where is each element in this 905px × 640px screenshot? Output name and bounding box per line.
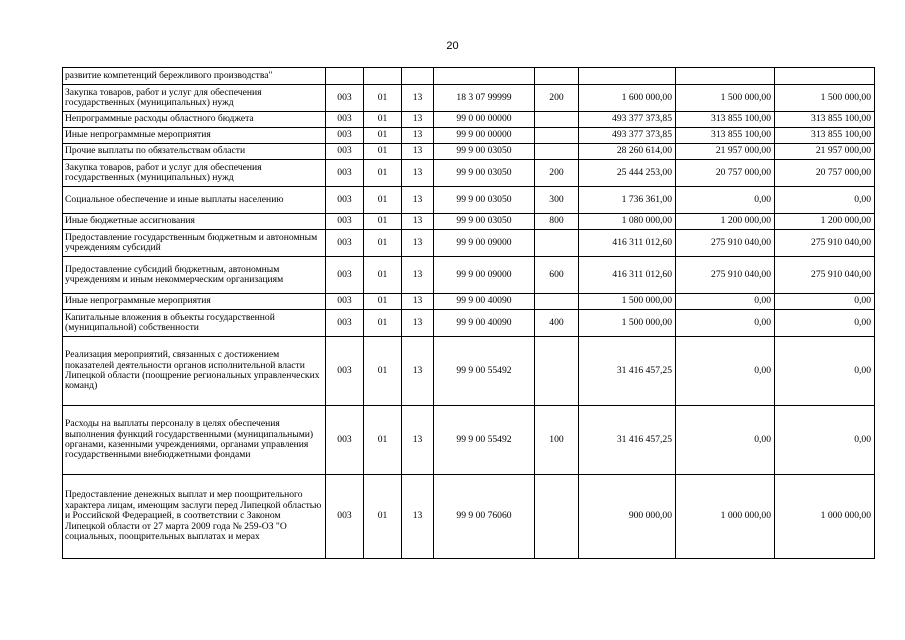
amount-year-1: 1 080 000,00 (579, 214, 676, 230)
table-row (63, 160, 875, 187)
subsection-code: 13 (402, 144, 434, 160)
table-row (63, 230, 875, 257)
target-article-code: 99 9 00 55492 (434, 337, 535, 406)
admin-code: 003 (326, 294, 364, 310)
amount-year-2: 0,00 (676, 187, 775, 214)
table-row (63, 406, 875, 475)
section-code (364, 68, 402, 85)
admin-code: 003 (326, 160, 364, 187)
amount-year-1: 416 311 012,60 (579, 230, 676, 257)
amount-year-3: 275 910 040,00 (775, 257, 875, 294)
row-name: Иные бюджетные ассигнования (63, 214, 326, 230)
admin-code: 003 (326, 85, 364, 112)
admin-code: 003 (326, 144, 364, 160)
expense-type-code: 200 (535, 160, 579, 187)
target-article-code: 99 9 00 09000 (434, 257, 535, 294)
subsection-code: 13 (402, 310, 434, 337)
row-name: Прочие выплаты по обязательствам области (63, 144, 326, 160)
subsection-code: 13 (402, 406, 434, 475)
amount-year-3: 0,00 (775, 294, 875, 310)
section-code: 01 (364, 475, 402, 559)
amount-year-3: 0,00 (775, 187, 875, 214)
section-code: 01 (364, 187, 402, 214)
expense-type-code: 400 (535, 310, 579, 337)
amount-year-1: 1 600 000,00 (579, 85, 676, 112)
row-name: Капитальные вложения в объекты государственной (муниципальной) собственности (63, 310, 326, 337)
amount-year-2 (676, 68, 775, 85)
amount-year-1: 416 311 012,60 (579, 257, 676, 294)
target-article-code: 99 9 00 03050 (434, 187, 535, 214)
amount-year-1 (579, 68, 676, 85)
amount-year-2: 20 757 000,00 (676, 160, 775, 187)
amount-year-1: 493 377 373,85 (579, 128, 676, 144)
row-name: Предоставление государственным бюджетным и автономным учреждениям субсидий (63, 230, 326, 257)
target-article-code: 99 0 00 00000 (434, 112, 535, 128)
amount-year-3 (775, 68, 875, 85)
target-article-code (434, 68, 535, 85)
amount-year-3: 0,00 (775, 337, 875, 406)
amount-year-3: 20 757 000,00 (775, 160, 875, 187)
expense-type-code: 100 (535, 406, 579, 475)
target-article-code: 99 9 00 03050 (434, 144, 535, 160)
expense-type-code (535, 294, 579, 310)
expense-type-code (535, 68, 579, 85)
expense-type-code (535, 337, 579, 406)
amount-year-1: 1 500 000,00 (579, 294, 676, 310)
subsection-code: 13 (402, 187, 434, 214)
amount-year-1: 25 444 253,00 (579, 160, 676, 187)
target-article-code: 99 9 00 40090 (434, 310, 535, 337)
section-code: 01 (364, 160, 402, 187)
amount-year-1: 1 500 000,00 (579, 310, 676, 337)
table-row (63, 257, 875, 294)
amount-year-2: 1 200 000,00 (676, 214, 775, 230)
subsection-code: 13 (402, 112, 434, 128)
section-code: 01 (364, 112, 402, 128)
table-row (63, 68, 875, 85)
section-code: 01 (364, 128, 402, 144)
amount-year-1: 31 416 457,25 (579, 337, 676, 406)
subsection-code (402, 68, 434, 85)
target-article-code: 99 9 00 40090 (434, 294, 535, 310)
budget-table (62, 67, 875, 559)
amount-year-2: 1 000 000,00 (676, 475, 775, 559)
amount-year-2: 275 910 040,00 (676, 257, 775, 294)
subsection-code: 13 (402, 85, 434, 112)
target-article-code: 99 9 00 76060 (434, 475, 535, 559)
amount-year-3: 1 500 000,00 (775, 85, 875, 112)
table-row (63, 187, 875, 214)
admin-code: 003 (326, 257, 364, 294)
row-name: Закупка товаров, работ и услуг для обеспечения государственных (муниципальных) нужд (63, 85, 326, 112)
section-code: 01 (364, 144, 402, 160)
row-name: Социальное обеспечение и иные выплаты населению (63, 187, 326, 214)
admin-code: 003 (326, 475, 364, 559)
table-row (63, 128, 875, 144)
target-article-code: 99 9 00 03050 (434, 214, 535, 230)
expense-type-code (535, 475, 579, 559)
subsection-code: 13 (402, 214, 434, 230)
section-code: 01 (364, 214, 402, 230)
table-row (63, 310, 875, 337)
expense-type-code: 200 (535, 85, 579, 112)
admin-code: 003 (326, 214, 364, 230)
amount-year-2: 0,00 (676, 406, 775, 475)
amount-year-1: 28 260 614,00 (579, 144, 676, 160)
admin-code: 003 (326, 128, 364, 144)
target-article-code: 99 9 00 09000 (434, 230, 535, 257)
target-article-code: 99 9 00 00000 (434, 128, 535, 144)
section-code: 01 (364, 310, 402, 337)
table-row (63, 214, 875, 230)
target-article-code: 99 9 00 55492 (434, 406, 535, 475)
target-article-code: 99 9 00 03050 (434, 160, 535, 187)
amount-year-3: 1 000 000,00 (775, 475, 875, 559)
amount-year-2: 313 855 100,00 (676, 128, 775, 144)
subsection-code: 13 (402, 475, 434, 559)
amount-year-3: 313 855 100,00 (775, 128, 875, 144)
admin-code: 003 (326, 112, 364, 128)
row-name: Закупка товаров, работ и услуг для обеспечения государственных (муниципальных) нужд (63, 160, 326, 187)
amount-year-2: 1 500 000,00 (676, 85, 775, 112)
section-code: 01 (364, 294, 402, 310)
amount-year-1: 493 377 373,85 (579, 112, 676, 128)
amount-year-2: 0,00 (676, 294, 775, 310)
admin-code: 003 (326, 230, 364, 257)
amount-year-2: 313 855 100,00 (676, 112, 775, 128)
amount-year-3: 1 200 000,00 (775, 214, 875, 230)
subsection-code: 13 (402, 160, 434, 187)
row-name: Предоставление субсидий бюджетным, автономным учреждениям и иным некоммерческим организациям (63, 257, 326, 294)
table-row (63, 144, 875, 160)
section-code: 01 (364, 257, 402, 294)
table-row (63, 337, 875, 406)
subsection-code: 13 (402, 257, 434, 294)
amount-year-1: 1 736 361,00 (579, 187, 676, 214)
row-name: Иные непрограммные мероприятия (63, 128, 326, 144)
table-body (63, 68, 875, 559)
amount-year-3: 0,00 (775, 406, 875, 475)
amount-year-2: 0,00 (676, 337, 775, 406)
admin-code (326, 68, 364, 85)
section-code: 01 (364, 406, 402, 475)
admin-code: 003 (326, 406, 364, 475)
amount-year-2: 21 957 000,00 (676, 144, 775, 160)
subsection-code: 13 (402, 337, 434, 406)
amount-year-3: 0,00 (775, 310, 875, 337)
subsection-code: 13 (402, 128, 434, 144)
admin-code: 003 (326, 337, 364, 406)
amount-year-1: 900 000,00 (579, 475, 676, 559)
expense-type-code (535, 112, 579, 128)
expense-type-code (535, 230, 579, 257)
amount-year-2: 275 910 040,00 (676, 230, 775, 257)
amount-year-3: 21 957 000,00 (775, 144, 875, 160)
amount-year-2: 0,00 (676, 310, 775, 337)
row-name: Иные непрограммные мероприятия (63, 294, 326, 310)
section-code: 01 (364, 230, 402, 257)
subsection-code: 13 (402, 230, 434, 257)
subsection-code: 13 (402, 294, 434, 310)
amount-year-3: 313 855 100,00 (775, 112, 875, 128)
table-row (63, 294, 875, 310)
expense-type-code (535, 144, 579, 160)
row-name: Расходы на выплаты персоналу в целях обеспечения выполнения функций государственными (муниципальными) органами, казенными учреждениями, органами управления государственными внебюджетными фондами (63, 406, 326, 475)
section-code: 01 (364, 337, 402, 406)
amount-year-1: 31 416 457,25 (579, 406, 676, 475)
expense-type-code (535, 128, 579, 144)
section-code: 01 (364, 85, 402, 112)
page-number: 20 (446, 40, 459, 52)
row-name: развитие компетенций бережливого производства" (63, 68, 326, 85)
target-article-code: 18 3 07 99999 (434, 85, 535, 112)
table-row (63, 85, 875, 112)
admin-code: 003 (326, 187, 364, 214)
expense-type-code: 300 (535, 187, 579, 214)
table-row (63, 112, 875, 128)
amount-year-3: 275 910 040,00 (775, 230, 875, 257)
row-name: Непрограммные расходы областного бюджета (63, 112, 326, 128)
admin-code: 003 (326, 310, 364, 337)
table-row (63, 475, 875, 559)
row-name: Реализация мероприятий, связанных с достижением показателей деятельности органов исполнительной власти Липецкой области (поощрение региональных управленческих команд) (63, 337, 326, 406)
expense-type-code: 600 (535, 257, 579, 294)
row-name: Предоставление денежных выплат и мер поощрительного характера лицам, имеющим заслуги перед Липецкой областью и Российской Федерацией, в соответствии с Законом Липецкой области от 27 марта 2009 года № 259-ОЗ "О социальных, поощрительных выплатах и мерах (63, 475, 326, 559)
expense-type-code: 800 (535, 214, 579, 230)
